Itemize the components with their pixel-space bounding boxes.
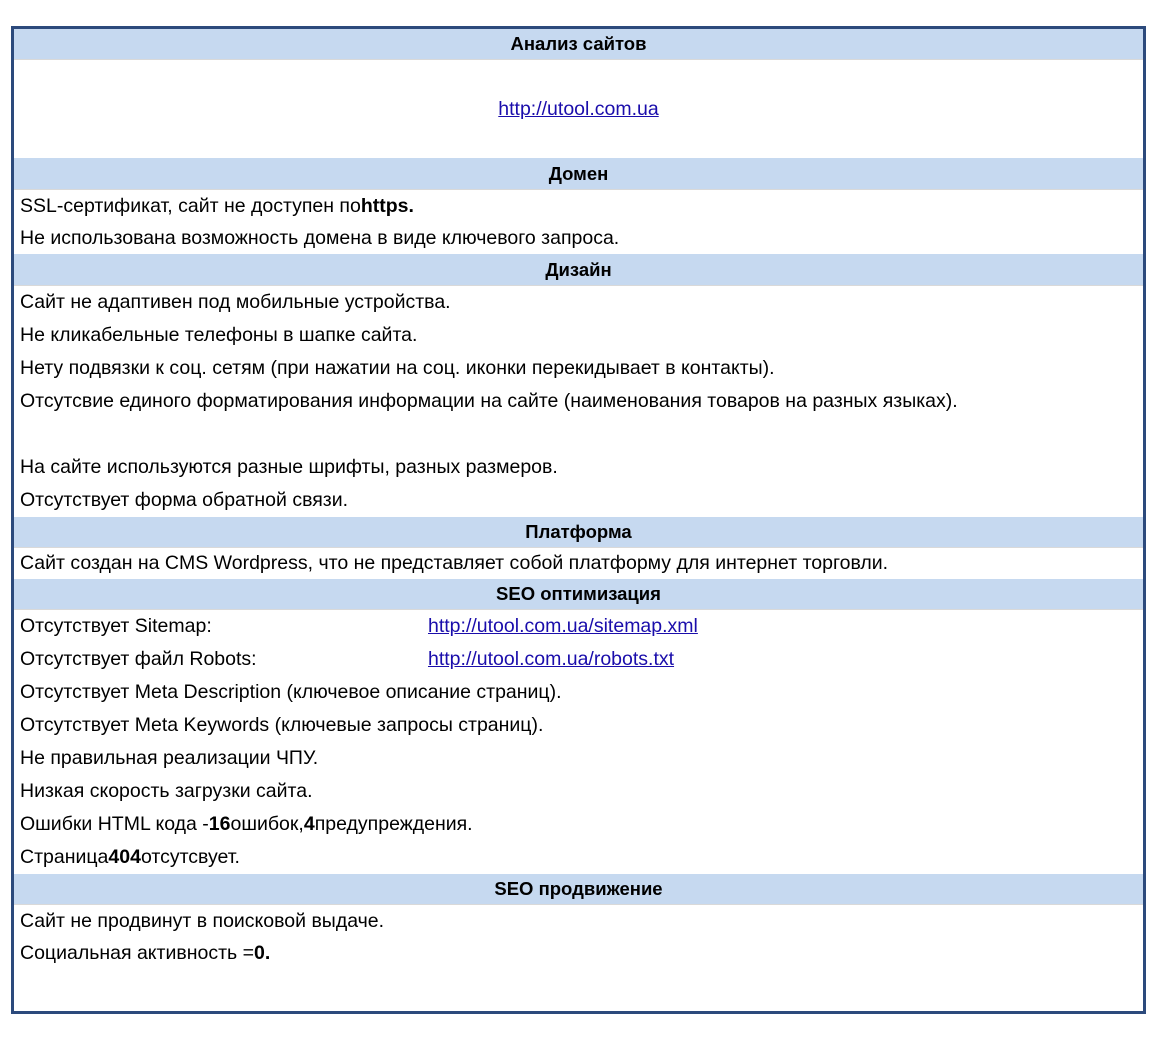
design-item — [14, 286, 1143, 319]
item-text: Отсутствует Meta Description (ключевое описание страниц). — [20, 681, 562, 703]
sheet-title-text: Анализ сайтов — [510, 33, 647, 54]
item-text: отсутсвует. — [140, 846, 240, 868]
item-text: Отсутствует Sitemap: — [20, 615, 212, 637]
item-text: предупреждения. — [314, 813, 473, 835]
warning-count: 4 — [303, 813, 315, 835]
section-header-domain — [14, 158, 1143, 190]
sheet-title — [14, 29, 1143, 60]
item-text: Отсутствует файл Robots: — [20, 648, 257, 670]
item-text: Отсутствует форма обратной связи. — [20, 489, 349, 511]
design-item — [14, 451, 1143, 484]
item-text: Сайт не продвинут в поисковой выдаче. — [20, 909, 385, 932]
seo-item-robots — [14, 643, 1143, 676]
promo-item-search — [14, 905, 1143, 937]
item-text: Страница — [20, 846, 109, 868]
domain-item-keyword — [14, 222, 1143, 254]
item-text: Не кликабельные телефоны в шапке сайта. — [20, 324, 418, 346]
item-text: SSL-сертификат, сайт не доступен по — [20, 194, 361, 217]
page-code: 404 — [108, 846, 141, 868]
item-text: Сайт не адаптивен под мобильные устройства. — [20, 291, 451, 313]
section-title: Домен — [548, 162, 609, 184]
section-title: SEO продвижение — [494, 878, 663, 899]
sitemap-link[interactable]: http://utool.com.ua/sitemap.xml — [428, 615, 698, 637]
design-item — [14, 385, 1143, 451]
section-header-platform — [14, 517, 1143, 548]
section-header-seo-promotion — [14, 874, 1143, 905]
item-text: Нету подвязки к соц. сетям (при нажатии на соц. иконки перекидывает в контакты). — [20, 357, 775, 379]
item-text: Социальная активность = — [20, 941, 254, 964]
design-item — [14, 484, 1143, 517]
item-text: Отсутсвие единого форматирования информации на сайте (наименования товаров на разных языках). — [20, 390, 958, 412]
seo-item-404 — [14, 841, 1143, 874]
section-title: Платформа — [525, 521, 632, 542]
seo-item-cpu — [14, 742, 1143, 775]
robots-link[interactable]: http://utool.com.ua/robots.txt — [428, 648, 675, 670]
item-text: На сайте используются разные шрифты, разных размеров. — [20, 456, 558, 478]
item-text: ошибок, — [230, 813, 304, 835]
design-item — [14, 352, 1143, 385]
section-title: Дизайн — [545, 258, 612, 280]
item-text: Отсутствует Meta Keywords (ключевые запросы страниц). — [20, 714, 544, 736]
item-text: Не правильная реализации ЧПУ. — [20, 747, 319, 769]
seo-item-speed — [14, 775, 1143, 808]
error-count: 16 — [208, 813, 231, 835]
section-header-seo-optimization — [14, 579, 1143, 610]
section-header-design — [14, 254, 1143, 286]
social-value: 0. — [254, 941, 271, 964]
item-text: Сайт создан на CMS Wordpress, что не представляет собой платформу для интернет торговли. — [20, 552, 889, 574]
item-text: Ошибки HTML кода - — [20, 813, 209, 835]
item-text: Низкая скорость загрузки сайта. — [20, 780, 313, 802]
section-title: SEO оптимизация — [496, 583, 661, 604]
analysis-sheet — [11, 26, 1146, 1014]
platform-item — [14, 548, 1143, 579]
seo-item-sitemap — [14, 610, 1143, 643]
item-bold: https. — [360, 194, 414, 217]
seo-item-html-errors — [14, 808, 1143, 841]
seo-item-meta-description — [14, 676, 1143, 709]
site-url-row — [14, 60, 1143, 158]
design-item — [14, 319, 1143, 352]
seo-item-meta-keywords — [14, 709, 1143, 742]
domain-item-ssl — [14, 190, 1143, 222]
item-text: Не использована возможность домена в виде ключевого запроса. — [20, 226, 620, 249]
site-url-link[interactable]: http://utool.com.ua — [498, 97, 659, 120]
promo-item-social — [14, 937, 1143, 969]
